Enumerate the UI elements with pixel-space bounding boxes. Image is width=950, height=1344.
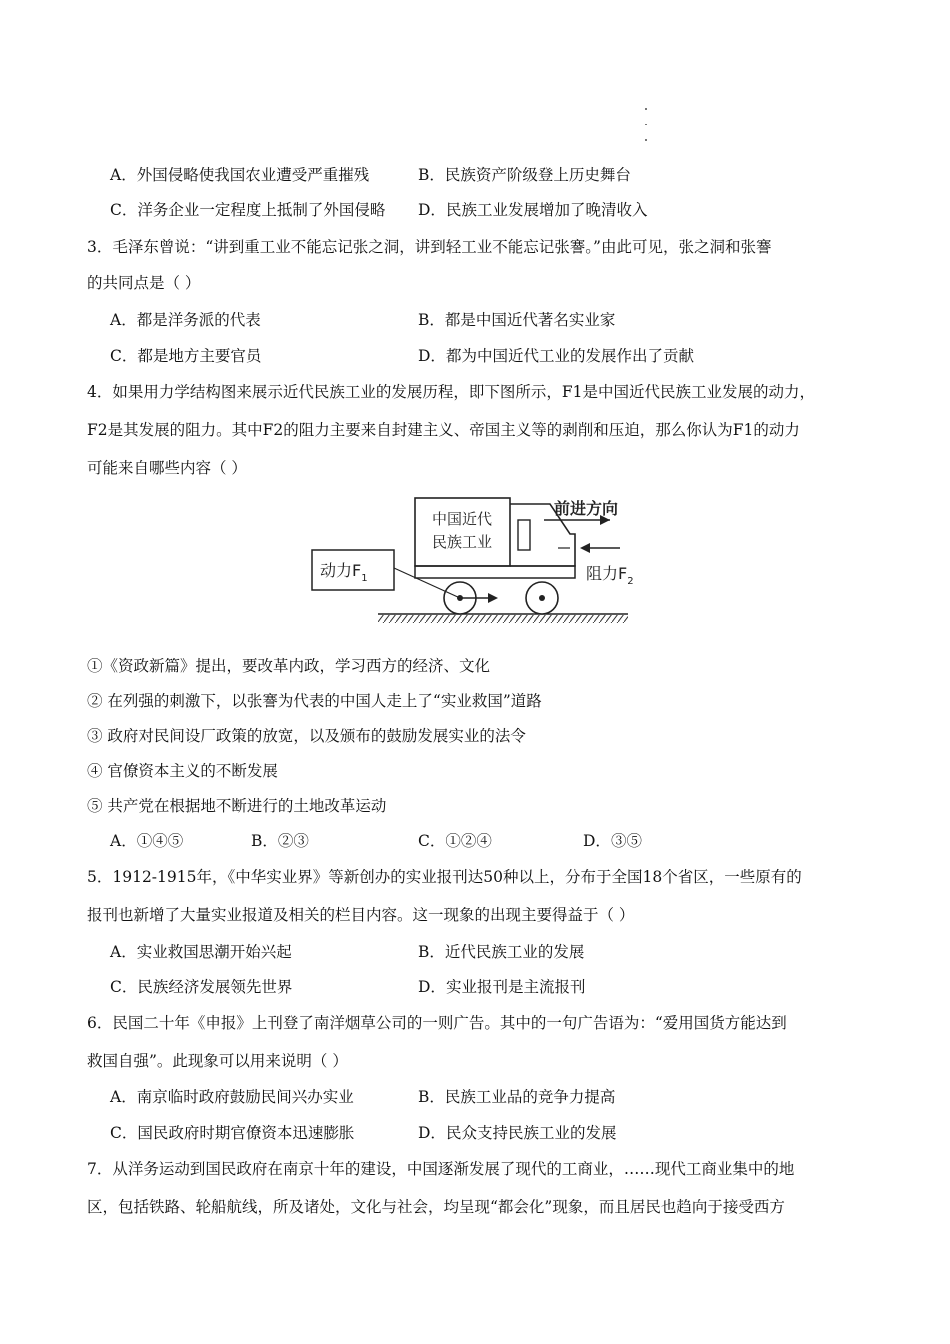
- q4-item-5: ⑤ 共产党在根据地不断进行的土地改革运动: [87, 797, 387, 815]
- cargo-label-line2: 民族工业: [431, 533, 493, 551]
- q4-item-1: ①《资政新篇》提出，要改革内政，学习西方的经济、文化: [87, 657, 491, 675]
- q2-option-a: A．外国侵略使我国农业遭受严重摧残: [110, 166, 370, 184]
- q3-option-c: C．都是地方主要官员: [110, 347, 262, 365]
- q4-stem-line3: 可能来自哪些内容（ ）: [87, 459, 247, 477]
- force1-arrow-head: [488, 593, 498, 603]
- forward-label: 前进方向: [554, 499, 619, 518]
- q5-option-d: D．实业报刊是主流报刊: [418, 978, 586, 996]
- q5-option-a: A．实业救国思潮开始兴起: [110, 943, 292, 961]
- q7-stem-line1: 7．从洋务运动到国民政府在南京十年的建设，中国逐渐发展了现代的工商业，……现代工商业集中的地: [87, 1160, 795, 1178]
- resistance-label: 阻力$F_2$: [586, 564, 634, 587]
- q4-stem-line2: F2是其发展的阻力。其中F2的阻力主要来自封建主义、帝国主义等的剥削和压迫，那么你认为F1的动力: [87, 421, 800, 439]
- q6-option-c: C．国民政府时期官僚资本迅速膨胀: [110, 1124, 355, 1142]
- q3-option-b: B．都是中国近代著名实业家: [418, 311, 616, 329]
- q4-item-2: ② 在列强的刺激下，以张謇为代表的中国人走上了“实业救国”道路: [87, 692, 542, 710]
- q3-stem-line2: 的共同点是（ ）: [87, 274, 201, 292]
- q4-option-a: A．①④⑤: [110, 832, 184, 850]
- force-diagram-svg: [300, 486, 640, 636]
- q3-option-d: D．都为中国近代工业的发展作出了贡献: [418, 347, 694, 365]
- q6-option-d: D．民众支持民族工业的发展: [418, 1124, 617, 1142]
- q2-option-c: C．洋务企业一定程度上抵制了外国侵略: [110, 201, 386, 219]
- force1-pointer: [394, 568, 460, 598]
- q6-option-a: A．南京临时政府鼓励民间兴办实业: [110, 1088, 354, 1106]
- force-diagram: [300, 486, 640, 636]
- cargo-label-line1: 中国近代: [431, 510, 493, 528]
- truck-chassis: [415, 566, 575, 578]
- q4-item-4: ④ 官僚资本主义的不断发展: [87, 762, 278, 780]
- q6-stem-line1: 6．民国二十年《申报》上刊登了南洋烟草公司的一则广告。其中的一句广告语为：“爱用国货方能达到: [87, 1014, 787, 1032]
- q7-stem-line2: 区，包括铁路、轮船航线，所及诸处，文化与社会，均呈现“都会化”现象，而且居民也趋向于接受西方: [87, 1198, 785, 1216]
- margin-dots: [645, 108, 649, 154]
- q4-option-d: D．③⑤: [583, 832, 642, 850]
- q2-option-b: B．民族资产阶级登上历史舞台: [418, 166, 631, 184]
- q5-option-c: C．民族经济发展领先世界: [110, 978, 293, 996]
- resistance-arrow-head: [580, 543, 590, 553]
- q4-stem-line1: 4．如果用力学结构图来展示近代民族工业的发展历程，即下图所示，F1是中国近代民族工业发展的动力，: [87, 383, 815, 401]
- q4-item-3: ③ 政府对民间设厂政策的放宽，以及颁布的鼓励发展实业的法令: [87, 727, 526, 745]
- q5-option-b: B．近代民族工业的发展: [418, 943, 585, 961]
- q5-stem-line1: 5．1912-1915年，《中华实业界》等新创办的实业报刊达50种以上，分布于全国18个省区，一些原有的: [87, 868, 802, 886]
- ground-hatch: [378, 615, 628, 623]
- front-wheel-hub: [539, 595, 545, 601]
- q6-option-b: B．民族工业品的竞争力提高: [418, 1088, 616, 1106]
- q3-stem-line1: 3．毛泽东曾说：“讲到重工业不能忘记张之洞，讲到轻工业不能忘记张謇。”由此可见，张之洞和张謇: [87, 238, 772, 256]
- force1-label: 动力$F_1$: [320, 561, 368, 584]
- q2-option-d: D．民族工业发展增加了晚清收入: [418, 201, 648, 219]
- q4-option-c: C．①②④: [418, 832, 492, 850]
- cab-door-window: [518, 520, 530, 550]
- q6-stem-line2: 救国自强”。此现象可以用来说明（ ）: [87, 1052, 348, 1070]
- q3-option-a: A．都是洋务派的代表: [110, 311, 261, 329]
- truck-cargo-box: [415, 498, 510, 566]
- q4-option-b: B．②③: [251, 832, 309, 850]
- q5-stem-line2: 报刊也新增了大量实业报道及相关的栏目内容。这一现象的出现主要得益于（ ）: [87, 906, 635, 924]
